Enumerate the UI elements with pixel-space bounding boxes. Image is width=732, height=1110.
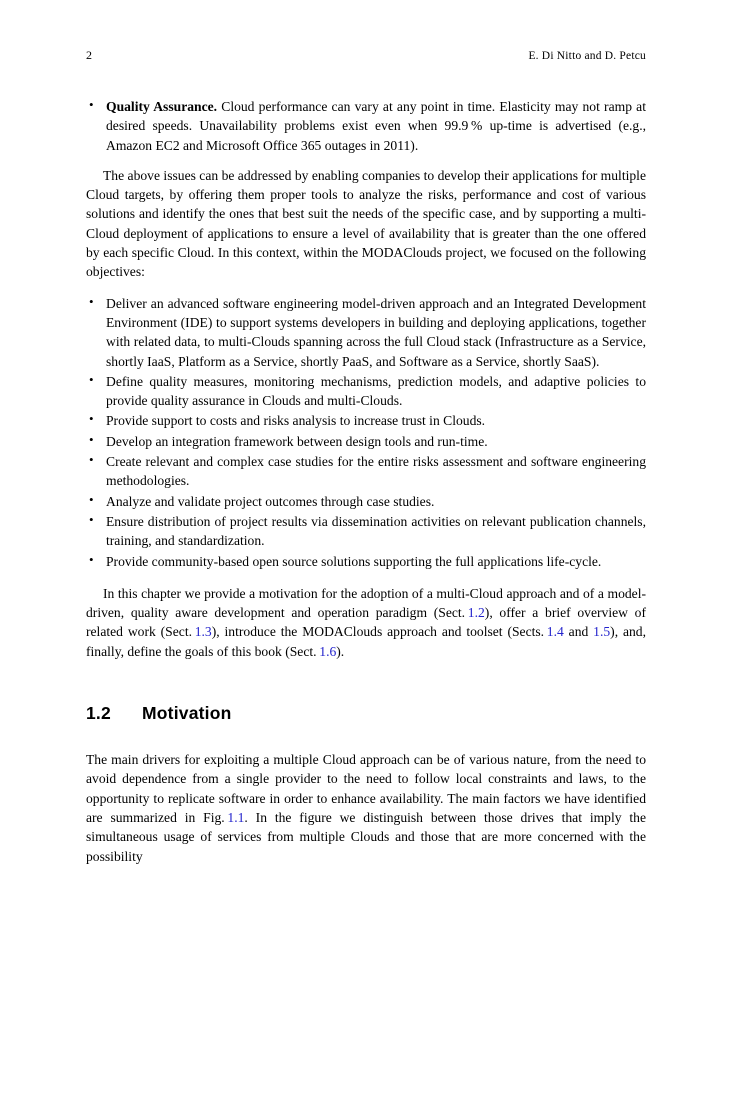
- text-segment: ), offer a brief overview of related work (Sect.: [86, 605, 646, 640]
- page-number: 2: [86, 48, 93, 62]
- spacer: [86, 282, 646, 294]
- list-item: • Define quality measures, monitoring mechanisms, prediction models, and adaptive policies to provide quality assurance in Clouds and multi-Clouds.: [86, 372, 646, 411]
- text-segment: and: [563, 624, 594, 640]
- quality-assurance-bullet-list: [86, 97, 646, 155]
- running-head-authors: E. Di Nitto and D. Petcu: [528, 50, 646, 62]
- text-segment: ), introduce the MODAClouds approach and toolset (Sects.: [211, 624, 547, 640]
- paragraph-motivation: [86, 750, 646, 866]
- list-item: • Develop an integration framework between design tools and run-time.: [86, 432, 646, 451]
- objectives-list: [86, 294, 646, 571]
- text-segment: The main drivers for exploiting a multiple Cloud approach can be of various nature, from the need to avoid dependence from a single provider to the need to follow local constraints and laws, to the opportunity to replicate software in order to enhance availability. The main factors we have identified are summarized in Fig.: [86, 752, 646, 825]
- text-segment: . In the figure we distinguish between those drives that imply the simultaneous usage of services from multiple Clouds and those that are more concerned with the possibility: [86, 809, 647, 864]
- paragraph-above-issues: The above issues can be addressed by enabling companies to develop their applications for multiple Cloud targets, by offering them proper tools to analyze the risks, performance and cost of various solutions and identify the ones that best suit the needs of the specific case, and by supporting a multi-Cloud deployment of applications to ensure a level of availability that is greater than the one offered by each specific Cloud. In this context, within the MODAClouds project, we focused on the following objectives:: [86, 167, 646, 280]
- cross-reference-fig-1-1[interactable]: 1.1: [227, 809, 245, 825]
- page-content: [86, 48, 646, 866]
- bullet-lead-in: Quality Assurance.: [106, 99, 218, 114]
- paragraph-chapter-overview: [86, 584, 646, 661]
- text-segment: ).: [336, 643, 345, 659]
- list-item: • Create relevant and complex case studies for the entire risks assessment and software engineering methodologies.: [86, 452, 646, 491]
- cross-reference-sect-1-6[interactable]: 1.6: [319, 643, 337, 659]
- list-item: • Ensure distribution of project results via dissemination activities on relevant publication channels, training, and standardization.: [86, 512, 646, 551]
- list-item: • Deliver an advanced software engineering model-driven approach and an Integrated Development Environment (IDE) to support systems developers in building and deploying applications, together with related data, to multi-Clouds spanning across the full Cloud stack (Infrastructure as a Service, shortly IaaS, Platform as a Service, shortly PaaS, and Software as a Service, shortly SaaS).: [86, 294, 646, 371]
- list-item: • Provide support to costs and risks analysis to increase trust in Clouds.: [86, 411, 646, 430]
- list-item: • Provide community-based open source solutions supporting the full applications life-cycle.: [86, 552, 646, 571]
- spacer: [86, 572, 646, 584]
- bullet-text: Cloud performance can vary at any point in time. Elasticity may not ramp at desired speeds. Unavailability problems exist even when 99.9 % up-time is advertised (e.g., Amazon EC2 and Microsoft Office 365 outages in 2011).: [106, 99, 646, 153]
- cross-reference-sect-1-3[interactable]: 1.3: [194, 624, 212, 640]
- list-item: • Analyze and validate project outcomes through case studies.: [86, 492, 646, 511]
- cross-reference-sect-1-2[interactable]: 1.2: [467, 605, 485, 621]
- list-item: [86, 97, 646, 155]
- text-segment: In this chapter we provide a motivation for the adoption of a multi-Cloud approach and of a model-driven, quality aware development and operation paradigm (Sect.: [86, 585, 646, 621]
- section-number: 1.2: [86, 703, 111, 724]
- text-segment: ), and, finally, define the goals of this book (Sect.: [86, 624, 646, 659]
- running-head: [86, 48, 646, 63]
- cross-reference-sect-1-5[interactable]: 1.5: [593, 624, 611, 640]
- section-title: Motivation: [142, 703, 232, 724]
- section-heading: [86, 703, 646, 724]
- cross-reference-sect-1-4[interactable]: 1.4: [546, 624, 564, 640]
